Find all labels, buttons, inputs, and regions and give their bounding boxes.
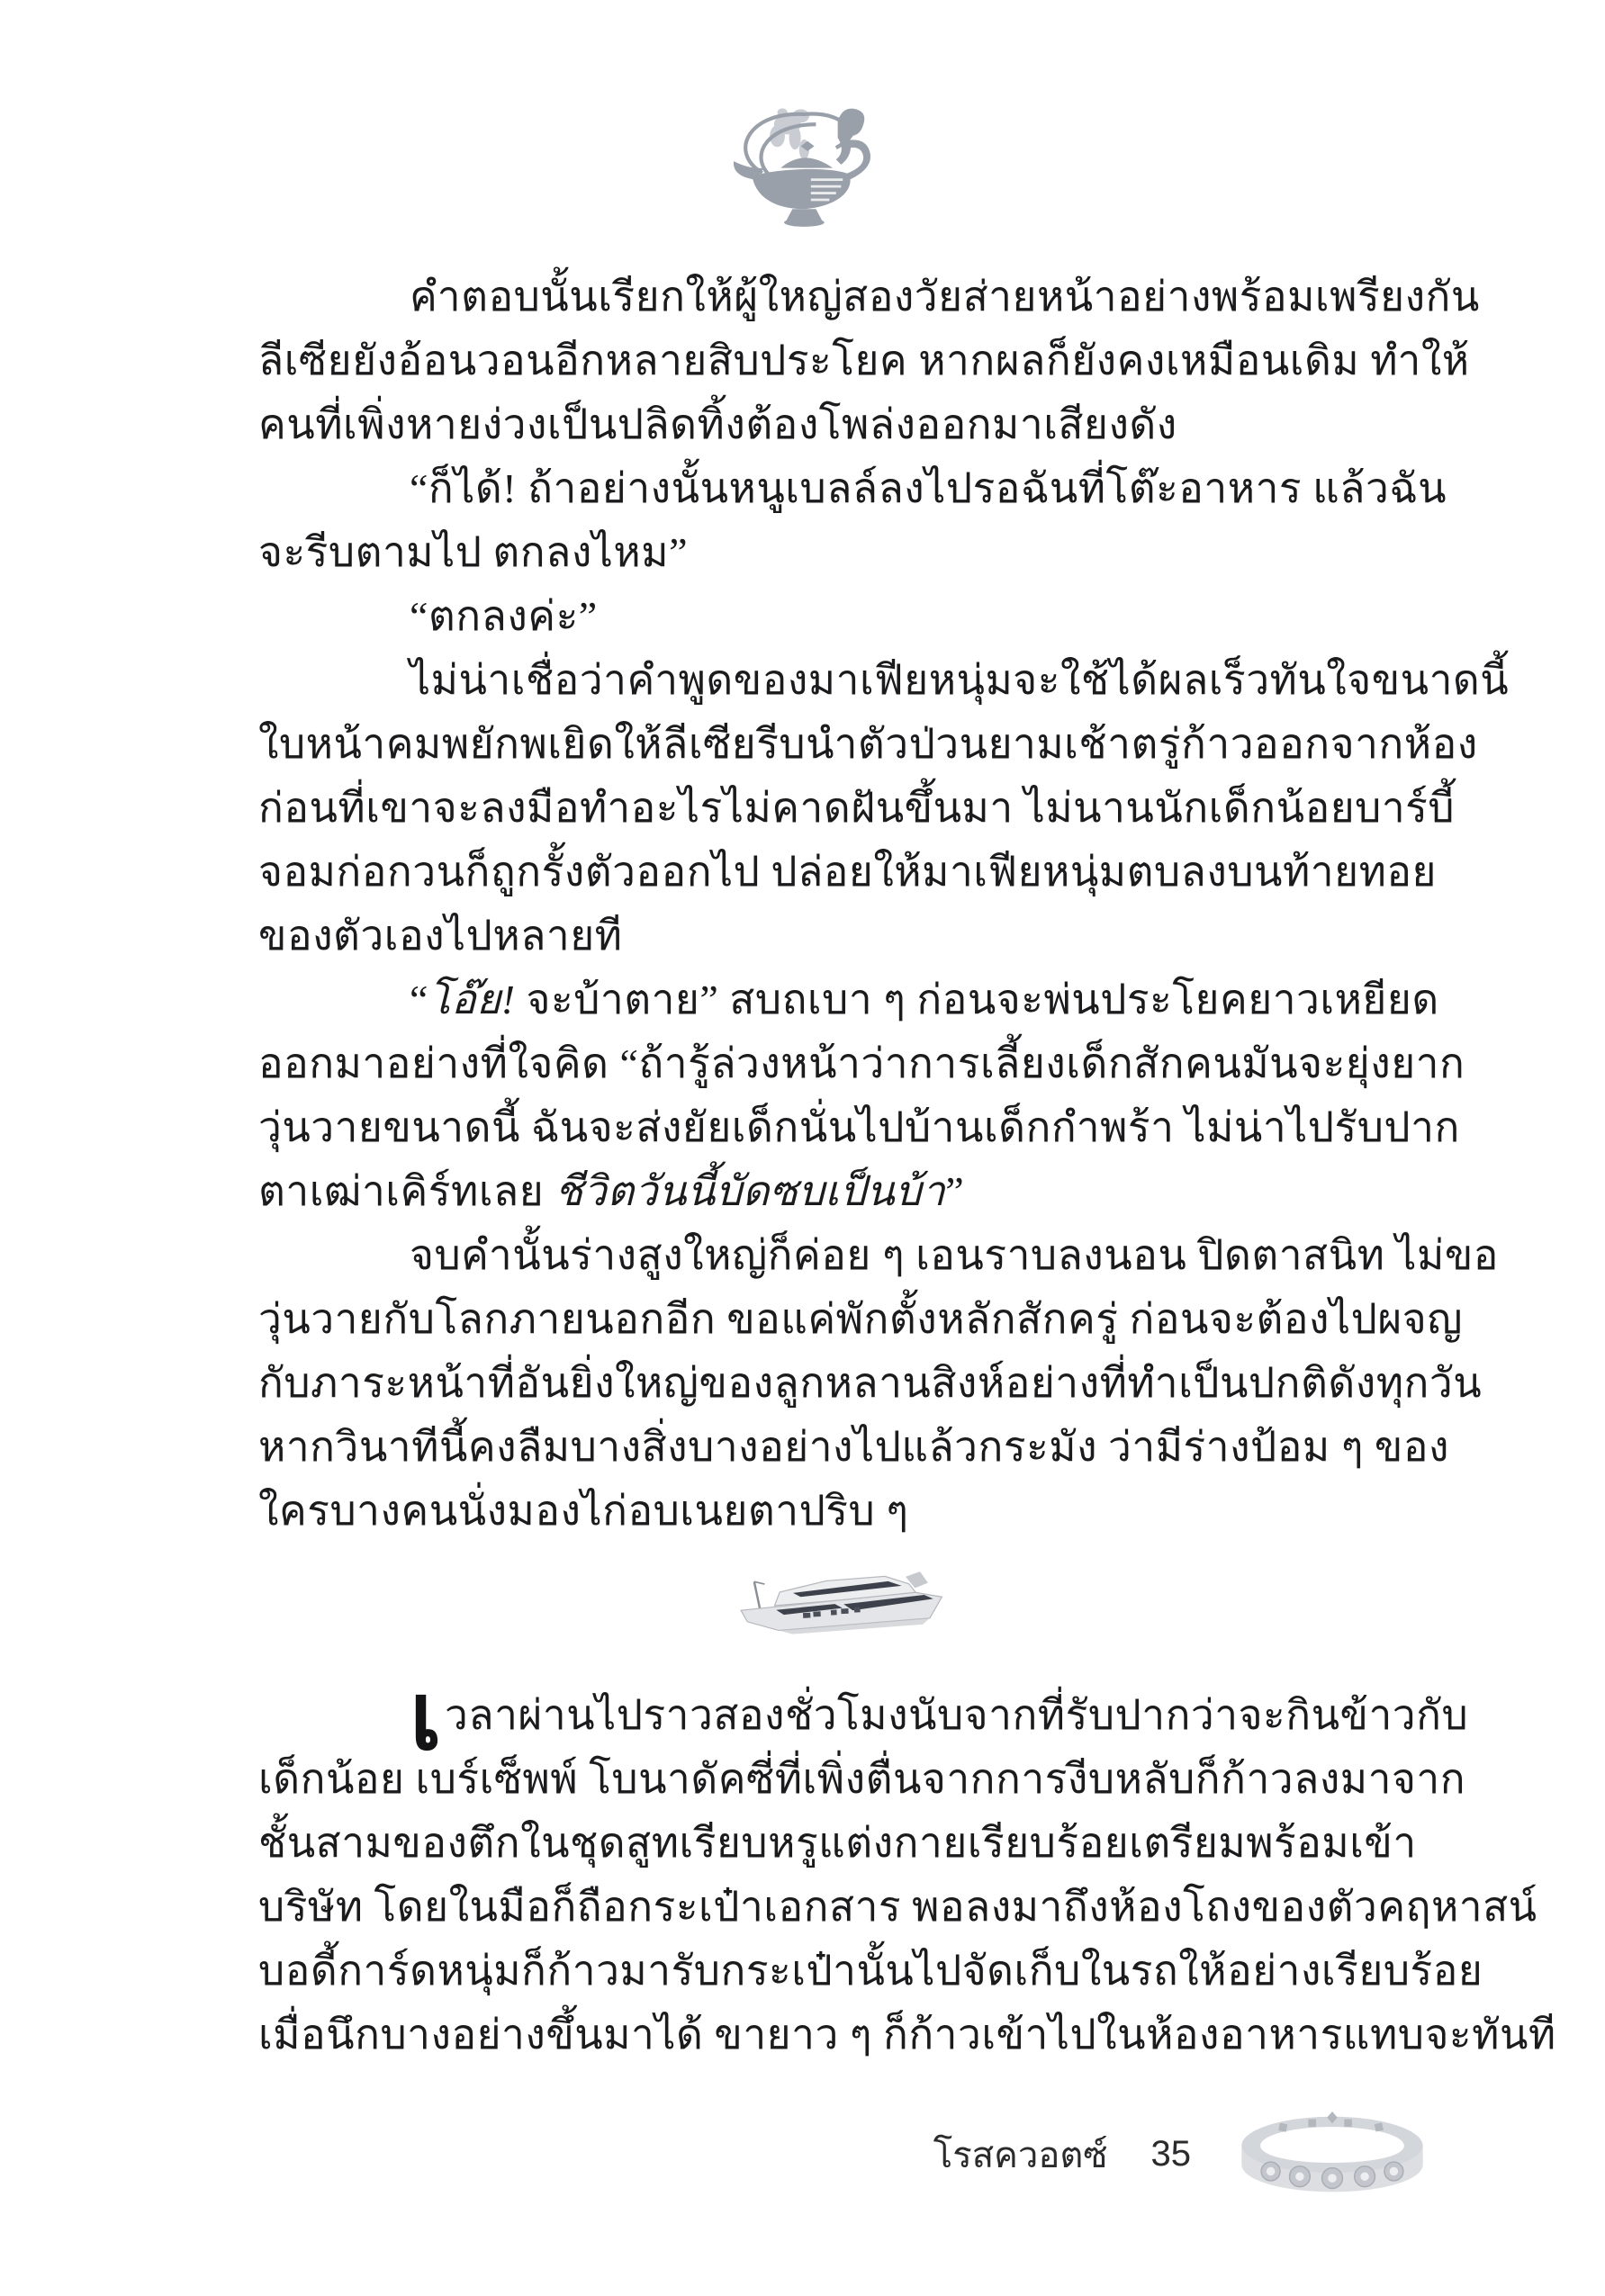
page-footer — [0, 2111, 1605, 2197]
text-section-2 — [258, 1666, 1556, 2066]
footer-book-title: โรสควอตซ์ — [933, 2135, 1108, 2175]
text-line: “โอ๊ย! จะบ้าตาย” สบถเบา ๆ ก่อนจะพ่นประโยคยาวเหยียด — [410, 977, 1439, 1022]
footer-page-number: 35 — [1150, 2134, 1191, 2174]
text-line: คำตอบนั้นเรียกให้ผู้ใหญ่สองวัยส่ายหน้าอย่างพร้อมเพรียงกัน — [410, 274, 1480, 320]
text-line: หากวินาทีนี้คงลืมบางสิ่งบางอย่างไปแล้วกระมัง ว่ามีร่างป้อม ๆ ของ — [258, 1424, 1449, 1470]
text-line: ตาเฒ่าเคิร์ทเลย ชีวิตวันนี้บัดซบเป็นบ้า” — [258, 1168, 965, 1214]
text-line: “ก็ได้! ถ้าอย่างนั้นหนูเบลล์ลงไปรอฉันที่โต๊ะอาหาร แล้วฉัน — [410, 465, 1447, 511]
text-line: ชั้นสามของตึกในชุดสูทเรียบหรูแต่งกายเรียบร้อยเตรียมพร้อมเข้า — [258, 1820, 1417, 1866]
text-line: เวลาผ่านไปราวสองชั่วโมงนับจากที่รับปากว่าจะกินข้าวกับ — [410, 1666, 1469, 1769]
yacht-icon — [732, 1557, 952, 1643]
teapot-steam-icon — [710, 95, 895, 230]
text-line: ใครบางคนนั่งมองไก่อบเนยตาปริบ ๆ — [258, 1488, 909, 1534]
drop-cap: เ — [410, 1666, 443, 1769]
text-line: บริษัท โดยในมือก็ถือกระเป๋าเอกสาร พอลงมาถึงห้องโถงของตัวคฤหาสน์ — [258, 1884, 1537, 1930]
text-line: ออกมาอย่างที่ใจคิด “ถ้ารู้ล่วงหน้าว่าการเลี้ยงเด็กสักคนมันจะยุ่งยาก — [258, 1040, 1465, 1086]
text-line: จบคำนั้นร่างสูงใหญ่ก็ค่อย ๆ เอนราบลงนอน ปิดตาสนิท ไม่ขอ — [410, 1232, 1499, 1278]
teapot-ornament — [0, 0, 1605, 232]
text-line: ของตัวเองไปหลายที — [258, 913, 623, 959]
text-line: วุ่นวายขนาดนี้ ฉันจะส่งยัยเด็กนั่นไปบ้านเด็กกำพร้า ไม่น่าไปรับปาก — [258, 1104, 1460, 1150]
text-line: เด็กน้อย เบร์เซ็พพ์ โบนาดัคซี่ที่เพิ่งตื่นจากการงีบหลับก็ก้าวลงมาจาก — [258, 1756, 1466, 1802]
text-line: ไม่น่าเชื่อว่าคำพูดของมาเฟียหนุ่มจะใช้ได้ผลเร็วทันใจขนาดนี้ — [410, 657, 1510, 703]
text-line: ใบหน้าคมพยักพเยิดให้ลีเซียรีบนำตัวป่วนยามเช้าตรู่ก้าวออกจากห้อง — [258, 721, 1478, 767]
bracelet-ornament — [1229, 2111, 1436, 2197]
text-line: ก่อนที่เขาจะลงมือทำอะไรไม่คาดฝันขึ้นมา ไม่นานนักเด็กน้อยบาร์บี้ — [258, 785, 1456, 831]
text-line: จอมก่อกวนก็ถูกรั้งตัวออกไป ปล่อยให้มาเฟียหนุ่มตบลงบนท้ายทอย — [258, 849, 1437, 895]
text-line: จะรีบตามไป ตกลงไหม” — [258, 529, 688, 575]
text-line: คนที่เพิ่งหายง่วงเป็นปลิดทิ้งต้องโพล่งออกมาเสียงดัง — [258, 401, 1177, 447]
yacht-illustration — [40, 1557, 1605, 1651]
text-line: เมื่อนึกบางอย่างขึ้นมาได้ ขายาว ๆ ก็ก้าวเข้าไปในห้องอาหารแทบจะทันที — [258, 2012, 1556, 2057]
text-line: วุ่นวายกับโลกภายนอกอีก ขอแค่พักตั้งหลักสักครู่ ก่อนจะต้องไปผจญ — [258, 1296, 1463, 1342]
text-line: บอดี้การ์ดหนุ่มก็ก้าวมารับกระเป๋านั้นไปจัดเก็บในรถให้อย่างเรียบร้อย — [258, 1948, 1483, 1994]
jeweled-bracelet-icon — [1229, 2111, 1436, 2197]
text-section-1 — [258, 265, 1510, 1543]
text-line: กับภาระหน้าที่อันยิ่งใหญ่ของลูกหลานสิงห์อย่างที่ทำเป็นปกติดังทุกวัน — [258, 1360, 1483, 1406]
text-line: ลีเซียยังอ้อนวอนอีกหลายสิบประโยค หากผลก็ยังคงเหมือนเดิม ทำให้ — [258, 338, 1470, 383]
text-line: “ตกลงค่ะ” — [410, 593, 598, 639]
